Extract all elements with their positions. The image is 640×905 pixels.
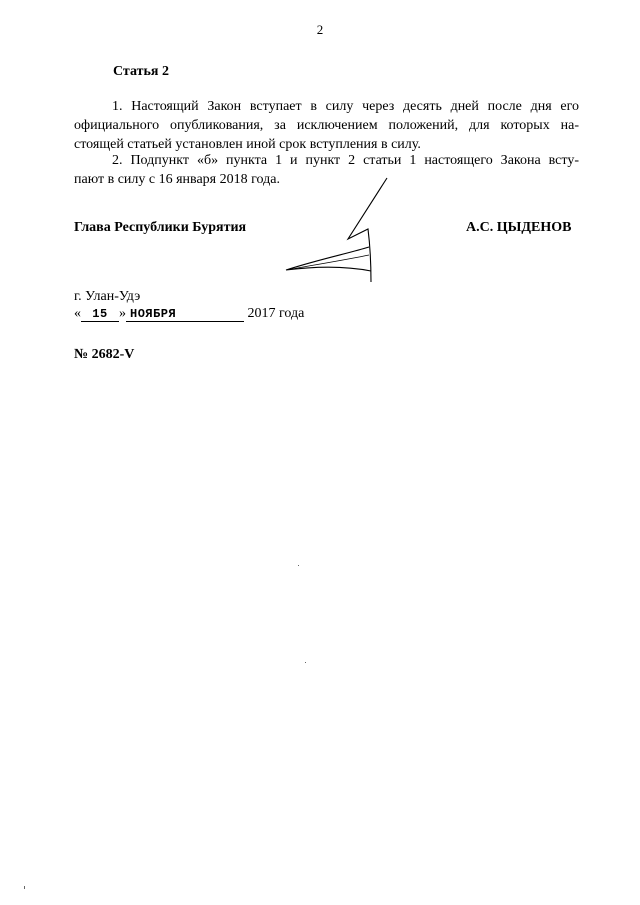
signing-date bbox=[74, 306, 304, 322]
date-open-quote: « bbox=[74, 306, 81, 321]
date-close-quote: » bbox=[119, 306, 126, 321]
scan-speck bbox=[298, 565, 299, 566]
article-paragraph-1 bbox=[74, 97, 579, 154]
scan-speck bbox=[24, 886, 25, 889]
handwritten-signature bbox=[280, 175, 410, 285]
paragraph-1-line-2: официального опубликования, за исключением положений, для которых на- bbox=[74, 118, 579, 133]
page-number: 2 bbox=[316, 22, 324, 37]
signatory-name: А.С. ЦЫДЕНОВ bbox=[466, 220, 572, 235]
paragraph-2-line-1: 2. Подпункт «б» пункта 1 и пункт 2 статьи 1 настоящего Закона всту- bbox=[112, 153, 579, 168]
signatory-title: Глава Республики Бурятия bbox=[74, 220, 247, 235]
law-number: № 2682-V bbox=[74, 347, 135, 362]
paragraph-1-line-1: 1. Настоящий Закон вступает в силу через десять дней после дня его bbox=[112, 99, 579, 114]
date-day: 15 bbox=[81, 307, 119, 322]
date-year: 2017 года bbox=[247, 306, 305, 321]
scan-speck bbox=[305, 662, 306, 663]
date-month: НОЯБРЯ bbox=[126, 307, 244, 322]
paragraph-2-line-2: пают в силу с 16 января 2018 года. bbox=[74, 172, 280, 187]
city: г. Улан-Удэ bbox=[74, 289, 141, 304]
paragraph-1-line-3: стоящей статьей установлен иной срок вступления в силу. bbox=[74, 137, 421, 152]
article-title: Статья 2 bbox=[113, 64, 169, 79]
